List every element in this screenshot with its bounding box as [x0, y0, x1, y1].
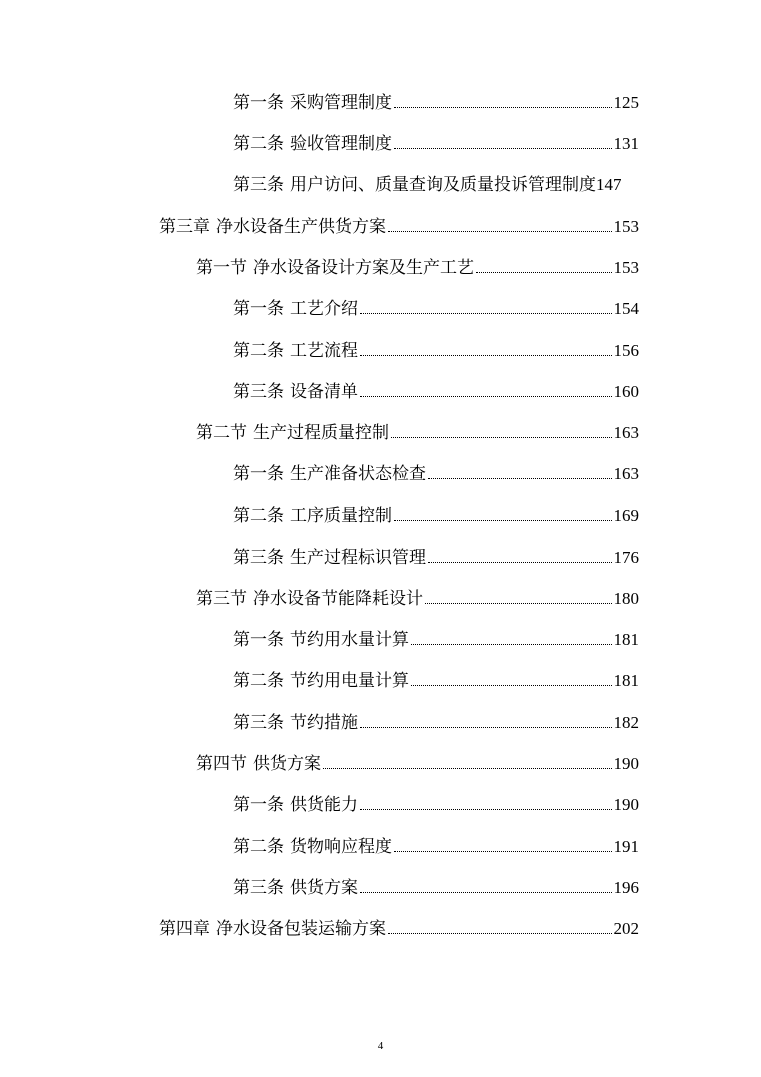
toc-entry-title: 节约措施 — [290, 713, 358, 733]
toc-entry[interactable] — [233, 877, 639, 899]
dot-leader — [388, 231, 612, 232]
toc-entry-title: 节约用水量计算 — [290, 630, 409, 650]
toc-entry-page: 180 — [613, 589, 639, 608]
dot-leader — [394, 148, 612, 149]
page-number: 4 — [377, 1040, 384, 1052]
toc-entry[interactable] — [233, 381, 639, 403]
toc-entry[interactable] — [196, 588, 639, 610]
toc-entry[interactable] — [233, 794, 639, 816]
dot-leader — [394, 520, 612, 521]
toc-entry-title: 采购管理制度 — [290, 93, 392, 113]
toc-entry[interactable] — [233, 670, 639, 692]
toc-entry-title: 工艺介绍 — [290, 299, 358, 319]
dot-leader — [394, 107, 612, 108]
toc-entry-page: 176 — [613, 548, 639, 567]
toc-entry-number: 第一条 — [233, 630, 284, 650]
dot-leader — [388, 933, 612, 934]
dot-leader — [428, 562, 612, 563]
toc-entry[interactable] — [233, 712, 639, 734]
toc-entry-page: 196 — [613, 878, 639, 897]
toc-entry-page: 156 — [613, 341, 639, 360]
toc-entry-page: 154 — [613, 299, 639, 318]
toc-entry-page: 202 — [613, 919, 639, 938]
dot-leader — [425, 603, 612, 604]
toc-entry[interactable] — [233, 133, 639, 155]
toc-entry-number: 第四章 — [159, 919, 210, 939]
dot-leader — [428, 478, 612, 479]
toc-entry-number: 第二条 — [233, 837, 284, 857]
toc-entry-number: 第三条 — [233, 548, 284, 568]
toc-entry[interactable] — [233, 340, 639, 362]
toc-entry-title: 生产过程质量控制 — [253, 423, 389, 443]
dot-leader — [411, 685, 612, 686]
toc-entry[interactable] — [233, 174, 663, 196]
toc-entry-number: 第一条 — [233, 795, 284, 815]
toc-entry-page: 163 — [613, 423, 639, 442]
toc-entry-number: 第三条 — [233, 175, 284, 195]
toc-entry-page: 190 — [613, 754, 639, 773]
toc-entry-number: 第三章 — [159, 217, 210, 237]
toc-entry[interactable] — [196, 422, 639, 444]
toc-entry-page: 131 — [613, 134, 639, 153]
toc-entry-title: 货物响应程度 — [290, 837, 392, 857]
toc-entry-number: 第二条 — [233, 671, 284, 691]
toc-entry-page: 160 — [613, 382, 639, 401]
dot-leader — [360, 727, 612, 728]
toc-entry-number: 第一条 — [233, 93, 284, 113]
toc-entry-number: 第一条 — [233, 464, 284, 484]
toc-entry-number: 第三条 — [233, 713, 284, 733]
toc-entry-title: 净水设备包装运输方案 — [216, 919, 386, 939]
toc-entry-title: 设备清单 — [290, 382, 358, 402]
toc-entry-title: 生产准备状态检查 — [290, 464, 426, 484]
toc-entry-title: 供货方案 — [253, 754, 321, 774]
toc-entry-number: 第一条 — [233, 299, 284, 319]
dot-leader — [394, 851, 612, 852]
toc-entry-page: 163 — [613, 464, 639, 483]
toc-entry[interactable] — [233, 547, 639, 569]
toc-entry[interactable] — [159, 918, 639, 940]
dot-leader — [360, 809, 612, 810]
toc-entry[interactable] — [233, 298, 639, 320]
toc-entry[interactable] — [196, 257, 639, 279]
toc-entry-title: 净水设备生产供货方案 — [216, 217, 386, 237]
toc-entry-number: 第二条 — [233, 341, 284, 361]
toc-entry[interactable] — [233, 463, 639, 485]
dot-leader — [360, 892, 612, 893]
dot-leader — [391, 437, 612, 438]
toc-entry-title: 验收管理制度 — [290, 134, 392, 154]
toc-entry-number: 第三条 — [233, 382, 284, 402]
toc-entry-page: 190 — [613, 795, 639, 814]
toc-entry[interactable] — [233, 505, 639, 527]
toc-entry[interactable] — [233, 836, 639, 858]
toc-entry-page: 125 — [613, 93, 639, 112]
toc-entry-title: 供货方案 — [290, 878, 358, 898]
dot-leader — [360, 396, 612, 397]
toc-entry-page: 181 — [613, 630, 639, 649]
toc-entry-title: 供货能力 — [290, 795, 358, 815]
toc-entry-title: 工序质量控制 — [290, 506, 392, 526]
toc-entry-title: 净水设备设计方案及生产工艺 — [253, 258, 474, 278]
dot-leader — [411, 644, 612, 645]
toc-entry-page: 182 — [613, 713, 639, 732]
toc-entry-number: 第二条 — [233, 506, 284, 526]
toc-entry-page: 147 — [596, 175, 622, 194]
toc-entry-number: 第四节 — [196, 754, 247, 774]
table-of-contents — [0, 92, 761, 962]
toc-entry-number: 第二条 — [233, 134, 284, 154]
toc-entry[interactable] — [233, 92, 639, 114]
toc-entry-page: 153 — [613, 258, 639, 277]
toc-entry[interactable] — [233, 629, 639, 651]
toc-entry-number: 第三节 — [196, 589, 247, 609]
dot-leader — [476, 272, 612, 273]
toc-entry-title: 用户访问、质量查询及质量投诉管理制度 — [290, 175, 596, 195]
toc-entry-page: 153 — [613, 217, 639, 236]
toc-entry-page: 191 — [613, 837, 639, 856]
toc-entry-number: 第一节 — [196, 258, 247, 278]
toc-entry-title: 节约用电量计算 — [290, 671, 409, 691]
toc-entry-title: 生产过程标识管理 — [290, 548, 426, 568]
toc-entry-number: 第二节 — [196, 423, 247, 443]
dot-leader — [360, 313, 612, 314]
toc-entry-title: 净水设备节能降耗设计 — [253, 589, 423, 609]
toc-entry-number: 第三条 — [233, 878, 284, 898]
toc-entry-title: 工艺流程 — [290, 341, 358, 361]
toc-entry-page: 169 — [613, 506, 639, 525]
toc-entry[interactable] — [196, 753, 639, 775]
toc-entry-page: 181 — [613, 671, 639, 690]
dot-leader — [360, 355, 612, 356]
dot-leader — [323, 768, 612, 769]
toc-entry[interactable] — [159, 216, 639, 238]
